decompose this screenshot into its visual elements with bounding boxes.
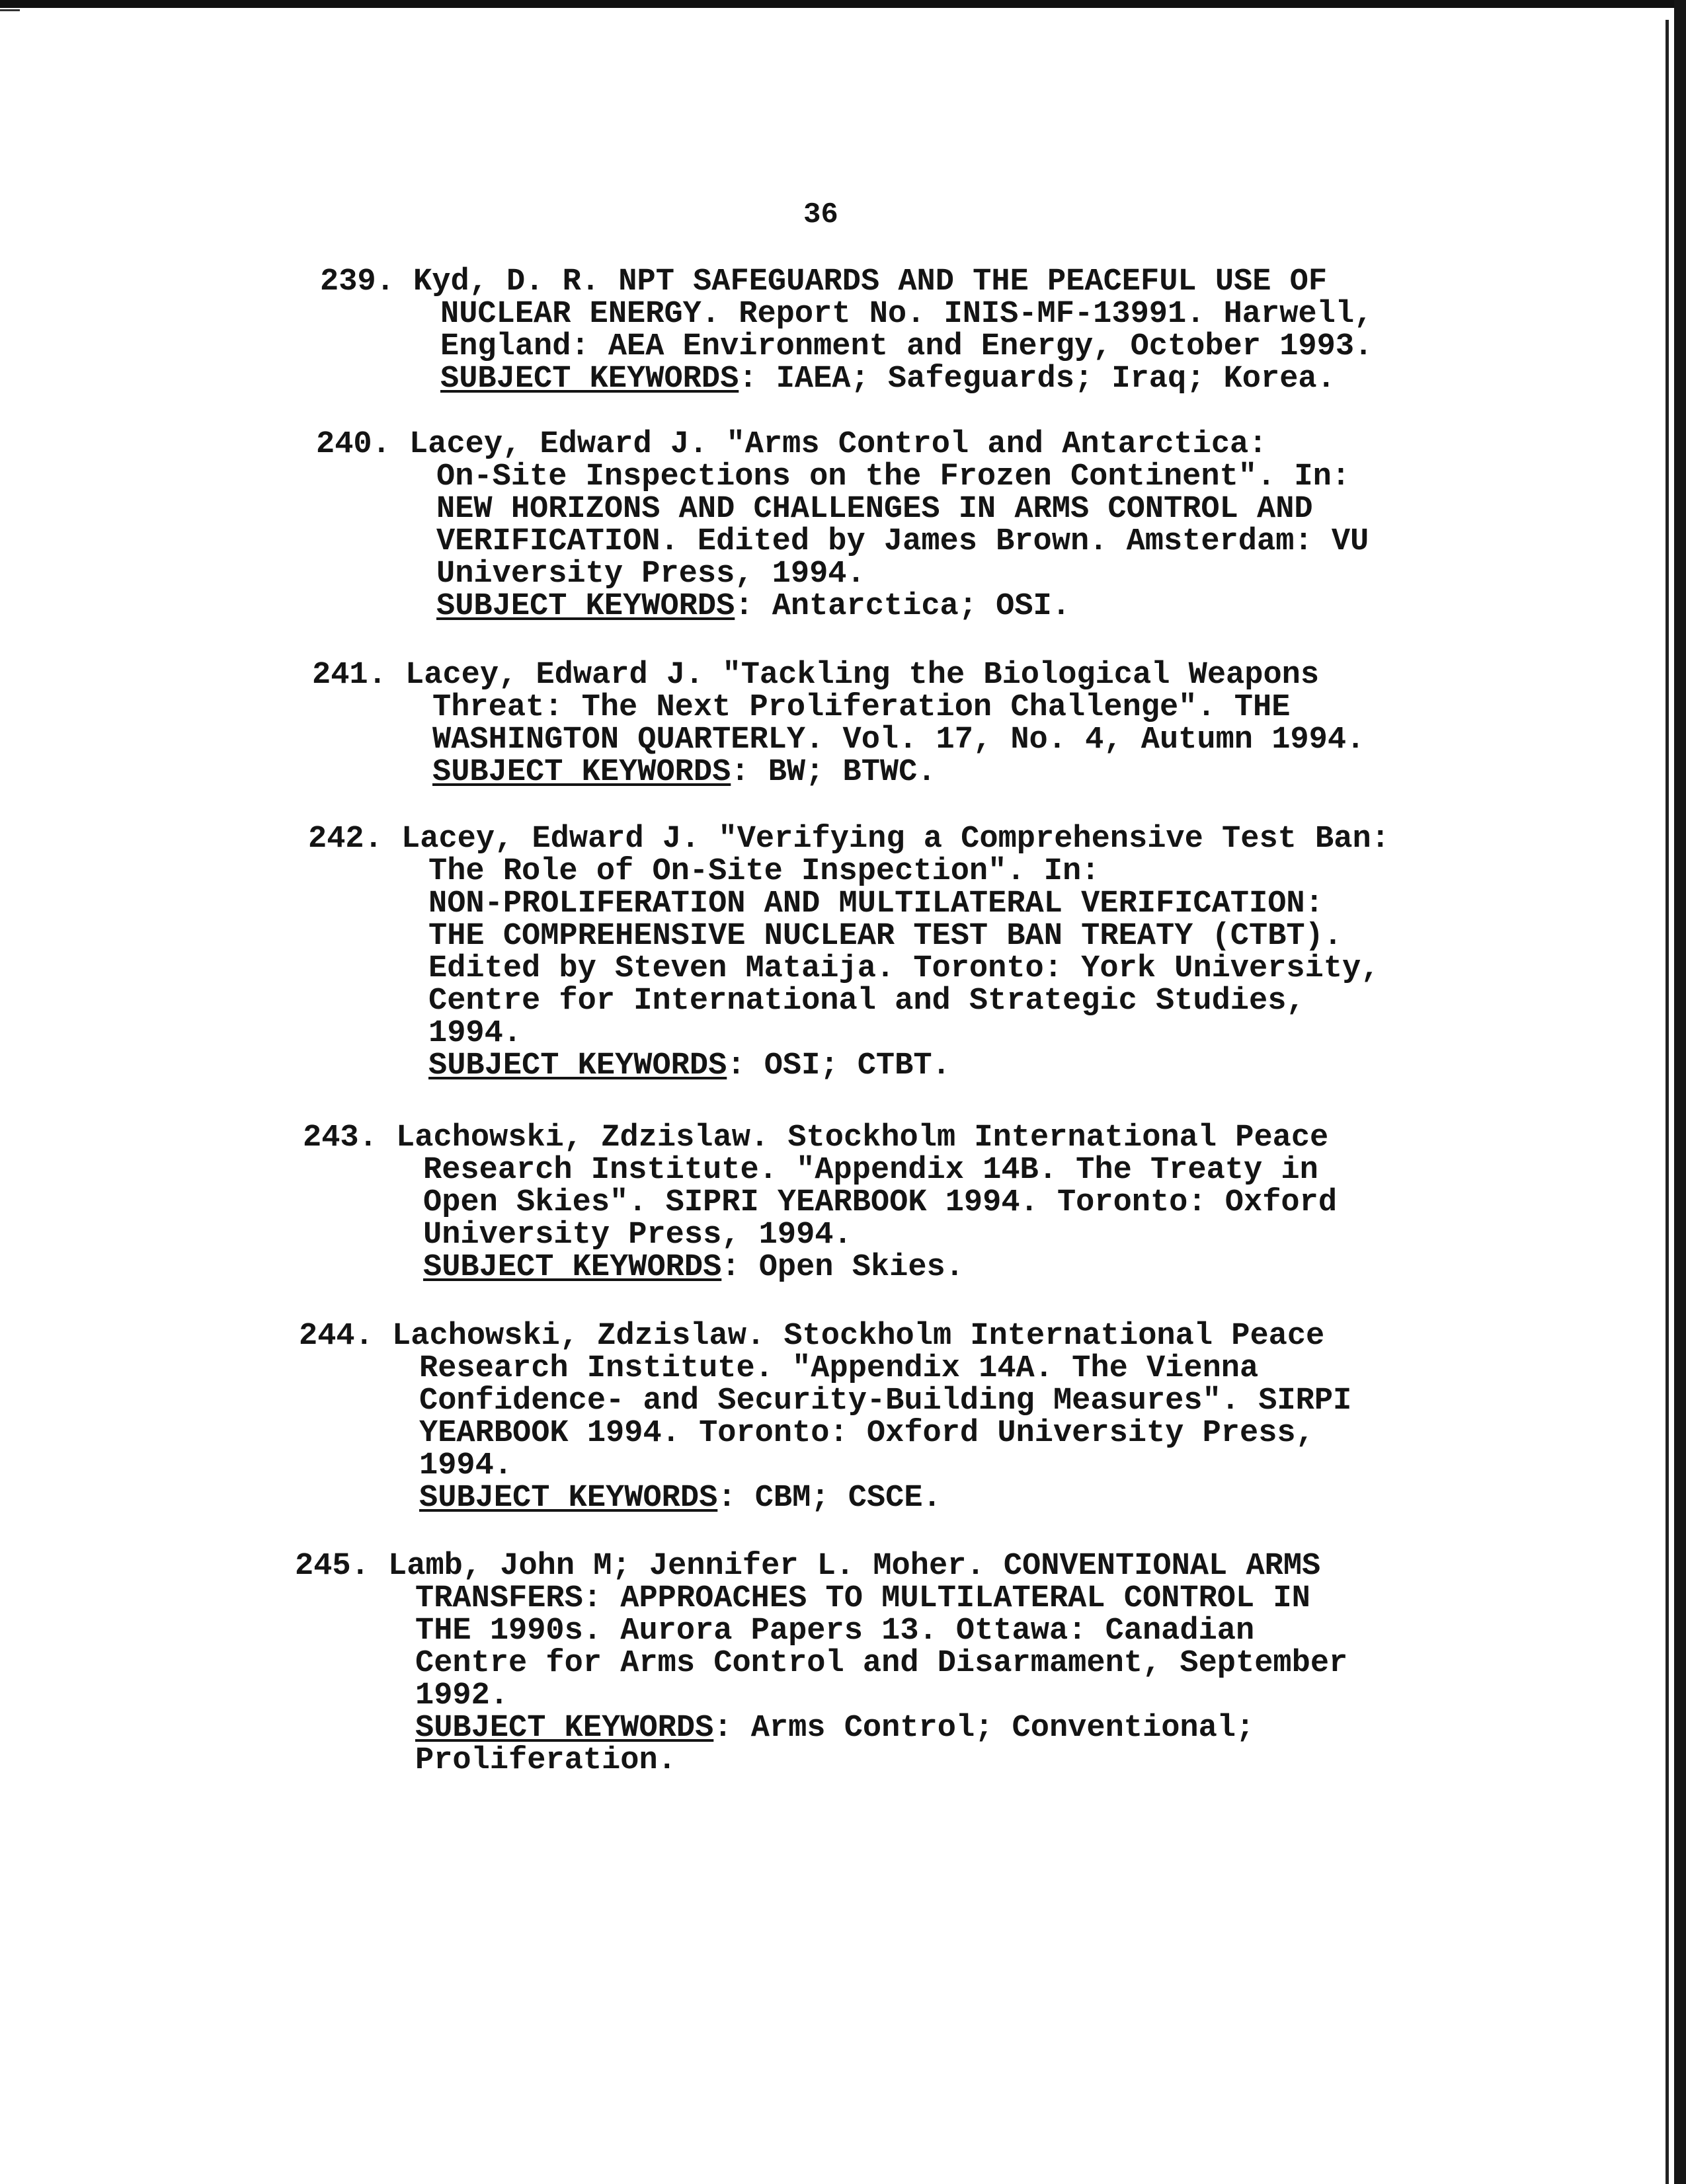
entry-text-line: Centre for International and Strategic Studies, — [428, 984, 1305, 1019]
entry-first-line — [312, 659, 1365, 691]
entry-text-line: The Role of On-Site Inspection". In: — [428, 854, 1100, 889]
subject-keywords-label: SUBJECT KEYWORDS — [436, 589, 735, 624]
entry-text-line: VERIFICATION. Edited by James Brown. Amsterdam: VU — [436, 524, 1369, 559]
entry-text-line: THE COMPREHENSIVE NUCLEAR TEST BAN TREATY (CTBT). — [428, 919, 1343, 954]
subject-keywords-line — [299, 1482, 1351, 1514]
entry-citation-text: Lacey, Edward J. "Verifying a Comprehensive Test Ban: — [401, 822, 1390, 857]
entry-first-line — [303, 1122, 1337, 1154]
entry-first-line — [320, 266, 1373, 298]
subject-keywords-continuation: Proliferation. — [415, 1743, 676, 1778]
subject-keywords-line — [316, 590, 1369, 623]
entry-text-line: THE 1990s. Aurora Papers 13. Ottawa: Canadian — [415, 1614, 1255, 1649]
entry-number: 240. — [316, 427, 410, 462]
subject-keywords-value: : Antarctica; OSI. — [735, 589, 1070, 624]
bibliography-entry — [316, 428, 1369, 623]
subject-keywords-label: SUBJECT KEYWORDS — [428, 1048, 727, 1083]
subject-keywords-value: : CBM; CSCE. — [717, 1481, 942, 1516]
entry-first-line — [316, 428, 1369, 461]
entry-first-line — [308, 823, 1390, 855]
subject-keywords-label: SUBJECT KEYWORDS — [419, 1481, 718, 1516]
entry-number: 243. — [303, 1120, 397, 1155]
entry-text-line: University Press, 1994. — [436, 557, 865, 592]
scan-top-edge — [0, 0, 1686, 8]
subject-keywords-value: : IAEA; Safeguards; Iraq; Korea. — [739, 362, 1336, 397]
subject-keywords-value: : Open Skies. — [721, 1250, 964, 1285]
entry-text-line: NUCLEAR ENERGY. Report No. INIS-MF-13991. Harwell, — [440, 297, 1373, 332]
bibliography-entry — [295, 1550, 1347, 1777]
subject-keywords-value: : Arms Control; Conventional; — [713, 1711, 1255, 1746]
bibliography-entry — [303, 1122, 1337, 1284]
entry-text-line: Open Skies". SIPRI YEARBOOK 1994. Toronto: Oxford — [423, 1185, 1338, 1220]
subject-keywords-line — [303, 1251, 1337, 1284]
scan-right-edge — [1674, 0, 1686, 2184]
bibliography-entry — [299, 1320, 1351, 1514]
entry-text-line: 1994. — [419, 1448, 513, 1483]
entry-text-line: England: AEA Environment and Energy, October 1993. — [440, 329, 1373, 364]
subject-keywords-line — [312, 756, 1365, 789]
subject-keywords-value: : BW; BTWC. — [731, 755, 936, 790]
subject-keywords-label: SUBJECT KEYWORDS — [423, 1250, 722, 1285]
entry-citation-text: Kyd, D. R. NPT SAFEGUARDS AND THE PEACEFUL USE OF — [413, 264, 1328, 299]
entry-number: 242. — [308, 822, 402, 857]
subject-keywords-label: SUBJECT KEYWORDS — [432, 755, 731, 790]
scan-right-edge-line — [1666, 20, 1669, 2184]
entry-text-line: Threat: The Next Proliferation Challenge". THE — [432, 690, 1291, 725]
bibliography-entry — [312, 659, 1365, 789]
bibliography-entry — [308, 823, 1390, 1082]
subject-keywords-line — [295, 1712, 1347, 1744]
entry-text-line: WASHINGTON QUARTERLY. Vol. 17, No. 4, Autumn 1994. — [432, 722, 1365, 758]
subject-keywords-label: SUBJECT KEYWORDS — [415, 1711, 714, 1746]
subject-keywords-value: : OSI; CTBT. — [727, 1048, 951, 1083]
entry-citation-text: Lamb, John M; Jennifer L. Moher. CONVENTIONAL ARMS — [388, 1549, 1321, 1584]
subject-keywords-line — [308, 1050, 1390, 1082]
entry-citation-text: Lacey, Edward J. "Arms Control and Antarctica: — [409, 427, 1267, 462]
entry-text-line: Edited by Steven Mataija. Toronto: York University, — [428, 951, 1380, 986]
entry-text-line: On-Site Inspections on the Frozen Continent". In: — [436, 459, 1351, 494]
entry-first-line — [299, 1320, 1351, 1352]
entry-text-line: YEARBOOK 1994. Toronto: Oxford University Press, — [419, 1416, 1314, 1451]
entry-text-line: Research Institute. "Appendix 14A. The Vienna — [419, 1351, 1259, 1386]
entry-number: 241. — [312, 658, 406, 693]
entry-number: 244. — [299, 1319, 393, 1354]
entry-text-line: University Press, 1994. — [423, 1218, 852, 1253]
entry-text-line: NON-PROLIFERATION AND MULTILATERAL VERIFICATION: — [428, 886, 1324, 921]
subject-keywords-line — [320, 363, 1373, 395]
entry-number: 239. — [320, 264, 414, 299]
entry-text-line: TRANSFERS: APPROACHES TO MULTILATERAL CONTROL IN — [415, 1581, 1310, 1616]
entry-number: 245. — [295, 1549, 389, 1584]
entry-first-line — [295, 1550, 1347, 1582]
entry-text-line: NEW HORIZONS AND CHALLENGES IN ARMS CONTROL AND — [436, 492, 1313, 527]
entry-text-line: Research Institute. "Appendix 14B. The Treaty in — [423, 1153, 1318, 1188]
entry-text-line: Confidence- and Security-Building Measures". SIRPI — [419, 1384, 1352, 1419]
entry-citation-text: Lacey, Edward J. "Tackling the Biological Weapons — [405, 658, 1320, 693]
entry-citation-text: Lachowski, Zdzislaw. Stockholm International Peace — [392, 1319, 1325, 1354]
entry-citation-text: Lachowski, Zdzislaw. Stockholm International Peace — [396, 1120, 1329, 1155]
scan-corner-mark — [0, 9, 20, 11]
bibliography-entry — [320, 266, 1373, 395]
page-number: 36 — [803, 198, 838, 231]
subject-keywords-label: SUBJECT KEYWORDS — [440, 362, 739, 397]
entry-text-line: Centre for Arms Control and Disarmament, September — [415, 1646, 1348, 1681]
entry-text-line: 1994. — [428, 1016, 522, 1051]
entry-text-line: 1992. — [415, 1678, 509, 1713]
